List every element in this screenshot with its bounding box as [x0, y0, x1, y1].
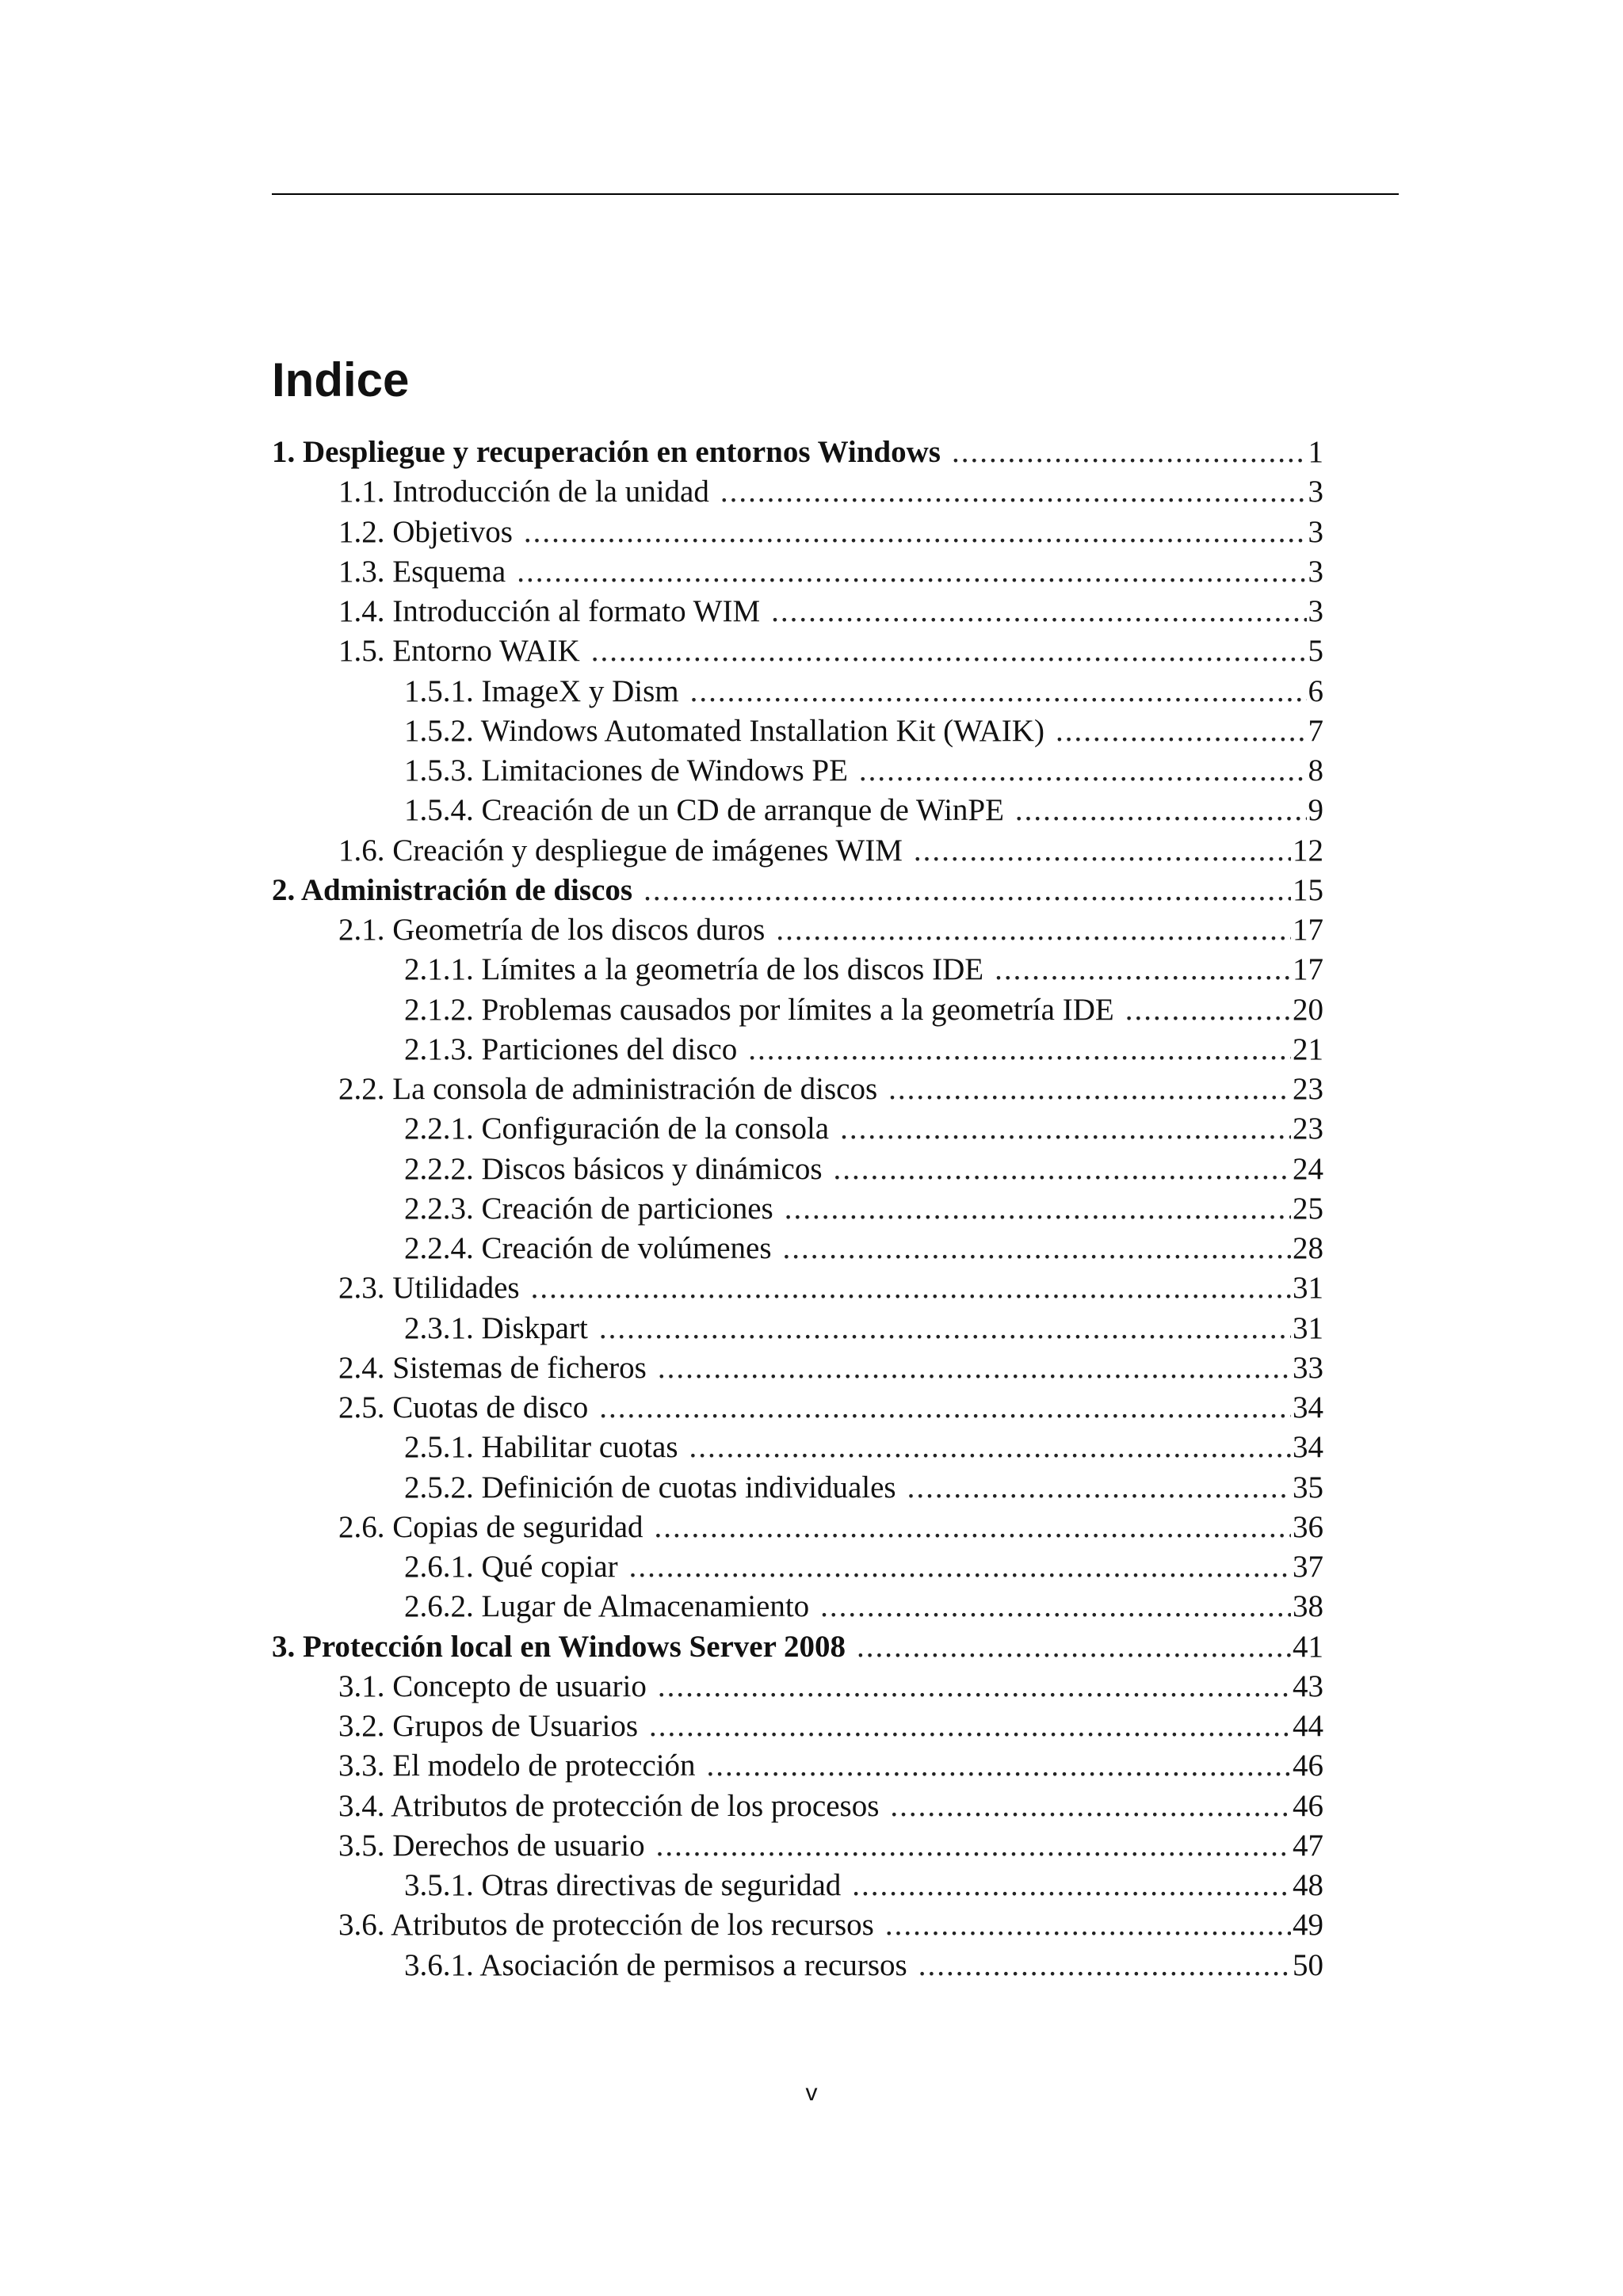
dot-leader [890, 1787, 1291, 1826]
dot-leader [643, 871, 1291, 910]
toc-entry-title: 2.1.2. Problemas causados por límites a la geometría IDE [404, 992, 1114, 1027]
toc-entry-title: 1.3. Esquema [338, 554, 506, 589]
toc-entry-page: 20 [1293, 992, 1323, 1027]
toc-entry-title: 2.2.1. Configuración de la consola [404, 1112, 830, 1146]
toc-entry-title: 2.1.1. Límites a la geometría de los discos IDE [404, 952, 984, 987]
header-rule [272, 193, 1399, 195]
toc-entry-title: 2.3.1. Diskpart [404, 1310, 588, 1345]
toc-entry[interactable] [0, 1826, 1323, 1866]
toc-entry-title: 2.6.1. Qué copiar [404, 1550, 618, 1584]
toc-entry[interactable] [0, 1150, 1323, 1189]
toc-entry-page: 3 [1308, 475, 1323, 509]
toc-entry-page: 47 [1293, 1828, 1323, 1863]
toc-entry-page: 25 [1293, 1191, 1323, 1226]
dot-leader [1125, 990, 1291, 1030]
toc-entry-page: 34 [1293, 1390, 1323, 1425]
toc-entry-title: 1.4. Introducción al formato WIM [338, 594, 761, 628]
dot-leader [655, 1508, 1291, 1547]
toc-entry-page: 46 [1293, 1788, 1323, 1823]
dot-leader [720, 472, 1307, 512]
toc-entry[interactable] [0, 1109, 1323, 1149]
toc-entry[interactable] [0, 472, 1323, 512]
toc-entry-title: 1.5.2. Windows Automated Installation Kit (WAIK) [404, 713, 1044, 748]
toc-entry[interactable] [0, 592, 1323, 631]
toc-entry-title: 1.5.3. Limitaciones de Windows PE [404, 753, 848, 788]
toc-entry-page: 34 [1293, 1430, 1323, 1465]
toc-entry[interactable] [0, 1388, 1323, 1428]
dot-leader [1015, 791, 1307, 830]
toc-entry[interactable] [0, 1428, 1323, 1467]
toc-entry-title: 2.4. Sistemas de ficheros [338, 1350, 647, 1385]
toc-entry-page: 9 [1308, 793, 1323, 828]
dot-leader [599, 1309, 1291, 1348]
toc-entry[interactable] [0, 1070, 1323, 1109]
toc-entry-page: 46 [1293, 1749, 1323, 1783]
toc-entry-title: 1.1. Introducción de la unidad [338, 475, 709, 509]
toc-entry-title: 3.1. Concepto de usuario [338, 1669, 647, 1703]
toc-entry[interactable] [0, 990, 1323, 1030]
toc-entry-title: 2.5. Cuotas de disco [338, 1390, 589, 1425]
page-number: v [805, 2080, 818, 2106]
toc-entry-page: 23 [1293, 1072, 1323, 1106]
toc-entry-title: 2.6. Copias de seguridad [338, 1509, 643, 1544]
toc-entry-page: 3 [1308, 594, 1323, 628]
dot-leader [785, 1189, 1291, 1229]
toc-entry-title: 2.2.4. Creación de volúmenes [404, 1231, 772, 1265]
dot-leader [914, 831, 1291, 871]
toc-entry-page: 31 [1293, 1310, 1323, 1345]
toc-entry[interactable] [0, 1707, 1323, 1746]
toc-entry[interactable] [0, 791, 1323, 830]
dot-leader [658, 1348, 1291, 1388]
dot-leader [658, 1667, 1291, 1707]
toc-entry-title: 3.6.1. Asociación de permisos a recursos [404, 1947, 907, 1982]
toc-entry[interactable] [0, 1268, 1323, 1308]
toc-entry-title: 2.2.2. Discos básicos y dinámicos [404, 1151, 823, 1186]
dot-leader [524, 513, 1307, 552]
toc-entry[interactable] [0, 950, 1323, 990]
toc-entry-page: 17 [1293, 913, 1323, 947]
dot-leader [517, 552, 1306, 592]
dot-leader [771, 592, 1306, 631]
toc-entry-title: 1.2. Objetivos [338, 514, 513, 549]
toc-entry[interactable] [0, 1348, 1323, 1388]
toc-entry-page: 5 [1308, 634, 1323, 669]
toc-entry-page: 33 [1293, 1350, 1323, 1385]
toc-entry-title: 2.2. La consola de administración de discos [338, 1072, 878, 1106]
toc-entry-page: 7 [1308, 713, 1323, 748]
toc-entry-page: 12 [1293, 833, 1323, 868]
toc-entry-title: 3.4. Atributos de protección de los procesos [338, 1788, 880, 1823]
dot-leader [707, 1746, 1291, 1786]
dot-leader [888, 1070, 1291, 1109]
toc-entry-page: 23 [1293, 1112, 1323, 1146]
toc-entry[interactable] [0, 711, 1323, 751]
toc-entry-page: 1 [1308, 435, 1323, 469]
toc-entry-page: 6 [1308, 673, 1323, 708]
toc-entry-page: 24 [1293, 1151, 1323, 1186]
toc-entry-title: 2.5.1. Habilitar cuotas [404, 1430, 678, 1465]
dot-leader [885, 1905, 1291, 1945]
dot-leader [1056, 711, 1307, 751]
toc-entry[interactable] [0, 1587, 1323, 1627]
toc-entry-page: 37 [1293, 1550, 1323, 1584]
toc-entry-page: 31 [1293, 1271, 1323, 1306]
dot-leader [834, 1150, 1291, 1189]
dot-leader [952, 433, 1307, 472]
toc-entry[interactable] [0, 1468, 1323, 1508]
toc-entry-page: 35 [1293, 1470, 1323, 1505]
toc-entry-title: 2.3. Utilidades [338, 1271, 520, 1306]
toc-entry[interactable] [0, 910, 1323, 950]
toc-entry-page: 28 [1293, 1231, 1323, 1265]
toc-entry-page: 17 [1293, 952, 1323, 987]
toc-entry-title: 2.6.2. Lugar de Almacenamiento [404, 1589, 810, 1624]
toc-entry[interactable] [0, 1189, 1323, 1229]
toc-entry-page: 41 [1293, 1629, 1323, 1664]
dot-leader [629, 1547, 1291, 1587]
toc-entry-page: 8 [1308, 753, 1323, 788]
toc-entry-title: 3.2. Grupos de Usuarios [338, 1709, 639, 1743]
dot-leader [859, 751, 1307, 791]
toc-entry[interactable] [0, 871, 1323, 910]
toc-entry-title: 3.5. Derechos de usuario [338, 1828, 645, 1863]
toc-entry[interactable] [0, 672, 1323, 711]
toc-entry[interactable] [0, 1627, 1323, 1667]
toc-entry-page: 38 [1293, 1589, 1323, 1624]
dot-leader [857, 1627, 1291, 1667]
toc-entry-title: 3. Protección local en Windows Server 2008 [272, 1629, 846, 1664]
dot-leader [599, 1388, 1291, 1428]
dot-leader [918, 1946, 1291, 1985]
toc-entry-title: 3.6. Atributos de protección de los recursos [338, 1908, 874, 1943]
toc-entry[interactable] [0, 751, 1323, 791]
dot-leader [776, 910, 1291, 950]
dot-leader [690, 672, 1307, 711]
toc-entry[interactable] [0, 1905, 1323, 1945]
toc-entry-title: 2.1.3. Particiones del disco [404, 1032, 738, 1066]
toc-entry-page: 36 [1293, 1509, 1323, 1544]
dot-leader [907, 1468, 1291, 1508]
dot-leader [840, 1109, 1291, 1149]
toc-entry-title: 3.5.1. Otras directivas de seguridad [404, 1868, 842, 1902]
dot-leader [531, 1268, 1291, 1308]
toc-entry[interactable] [0, 552, 1323, 592]
toc-entry-title: 2. Administración de discos [272, 872, 633, 907]
dot-leader [656, 1826, 1291, 1866]
dot-leader [649, 1707, 1291, 1746]
toc-entry-page: 43 [1293, 1669, 1323, 1703]
toc-entry[interactable] [0, 1508, 1323, 1547]
toc-entry-title: 2.5.2. Definición de cuotas individuales [404, 1470, 896, 1505]
toc-entry[interactable] [0, 1229, 1323, 1268]
toc-entry-page: 49 [1293, 1908, 1323, 1943]
toc-entry-page: 3 [1308, 554, 1323, 589]
toc-entry[interactable] [0, 1030, 1323, 1070]
page-title: Indice [272, 353, 410, 406]
toc-entry[interactable] [0, 1746, 1323, 1786]
toc-entry[interactable] [0, 831, 1323, 871]
toc-entry-page: 44 [1293, 1709, 1323, 1743]
dot-leader [783, 1229, 1291, 1268]
toc-entry[interactable] [0, 631, 1323, 671]
toc-entry[interactable] [0, 1787, 1323, 1826]
toc-entry-title: 1.5.4. Creación de un CD de arranque de WinPE [404, 793, 1004, 828]
toc-entry-title: 3.3. El modelo de protección [338, 1749, 696, 1783]
toc-entry[interactable] [0, 1547, 1323, 1587]
toc-entry-title: 2.1. Geometría de los discos duros [338, 913, 766, 947]
toc-entry[interactable] [0, 433, 1323, 472]
toc-entry[interactable] [0, 1309, 1323, 1348]
dot-leader [591, 631, 1307, 671]
toc-entry[interactable] [0, 1946, 1323, 1985]
toc-entry-page: 50 [1293, 1947, 1323, 1982]
toc-entry-page: 21 [1293, 1032, 1323, 1066]
toc-entry-title: 1.5.1. ImageX y Dism [404, 673, 679, 708]
toc-entry-title: 1. Despliegue y recuperación en entornos Windows [272, 435, 941, 469]
dot-leader [995, 950, 1291, 990]
toc-entry[interactable] [0, 1667, 1323, 1707]
toc-entry[interactable] [0, 1866, 1323, 1905]
table-of-contents [0, 433, 1623, 1985]
toc-entry-title: 2.2.3. Creación de particiones [404, 1191, 773, 1226]
toc-entry-page: 3 [1308, 514, 1323, 549]
toc-entry-page: 48 [1293, 1868, 1323, 1902]
dot-leader [689, 1428, 1292, 1467]
dot-leader [820, 1587, 1291, 1627]
dot-leader [748, 1030, 1291, 1070]
toc-entry-title: 1.6. Creación y despliegue de imágenes WIM [338, 833, 903, 868]
dot-leader [852, 1866, 1291, 1905]
toc-entry-page: 15 [1293, 872, 1323, 907]
toc-entry-title: 1.5. Entorno WAIK [338, 634, 580, 669]
toc-entry[interactable] [0, 513, 1323, 552]
